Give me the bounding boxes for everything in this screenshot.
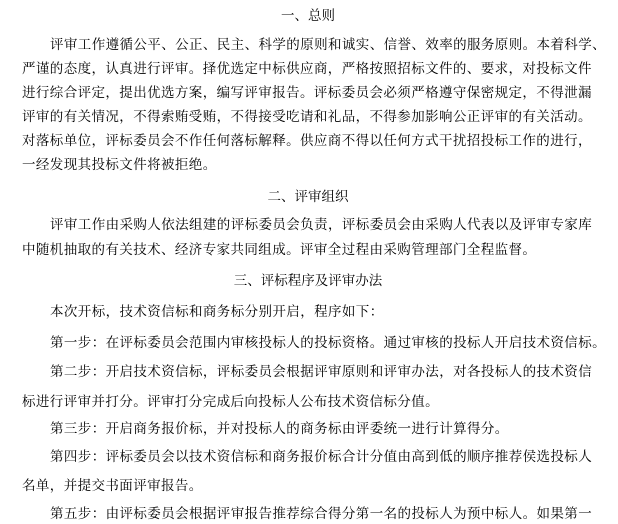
section-heading-procedure: 三、评标程序及评审办法 (233, 273, 383, 289)
procedure-step-3: 第三步：开启商务报价标，并对投标人的商务标由评委统一进行计算得分。 (50, 421, 509, 437)
paragraph-line: 严谨的态度，认真进行评审。择优选定中标供应商，严格按照招标文件的、要求，对投标文件 (22, 61, 592, 77)
procedure-step-4: 第四步：评标委员会以技术资信标和商务报价标合计分值由高到低的顺序推荐侯选投标人 (50, 449, 593, 465)
section-heading-general: 一、总则 (281, 8, 335, 24)
paragraph-line: 对落标单位，评标委员会不作任何落标解释。供应商不得以任何方式干扰招投标工作的进行， (22, 133, 592, 149)
procedure-step-5: 第五步：由评标委员会根据评审报告推荐综合得分第一名的投标人为预中标人。如果第一 (50, 506, 593, 522)
procedure-step-2: 第二步：开启技术资信标，评标委员会根据评审原则和评审办法，对各投标人的技术资信 (50, 364, 593, 380)
section-heading-organization: 二、评审组织 (267, 189, 349, 205)
paragraph-line: 评审工作由采购人依法组建的评标委员会负责，评标委员会由采购人代表以及评审专家库 (50, 217, 593, 233)
procedure-intro: 本次开标，技术资信标和商务标分别开启，程序如下： (50, 304, 384, 320)
paragraph-line: 中随机抽取的有关技术、经济专家共同组成。评审全过程由采购管理部门全程监督。 (22, 242, 537, 258)
paragraph-line: 评审工作遵循公平、公正、民主、科学的原则和诚实、信誉、效率的服务原则。本着科学、 (50, 37, 606, 53)
procedure-step-4-cont: 名单，并提交书面评审报告。 (22, 478, 203, 494)
paragraph-line: 一经发现其投标文件将被拒绝。 (22, 157, 217, 173)
paragraph-line: 进行综合评定，提出优选方案，编写评审报告。评标委员会必须严格遵守保密规定，不得泄漏 (22, 85, 592, 101)
paragraph-line: 评审的有关情况，不得索贿受贿，不得接受吃请和礼品，不得参加影响公正评审的有关活动。 (22, 109, 592, 125)
procedure-step-2-cont: 标进行评审并打分。评审打分完成后向投标人公布技术资信标分值。 (22, 394, 439, 410)
procedure-step-1: 第一步：在评标委员会范围内审核投标人的投标资格。通过审核的投标人开启技术资信标。 (50, 335, 606, 351)
